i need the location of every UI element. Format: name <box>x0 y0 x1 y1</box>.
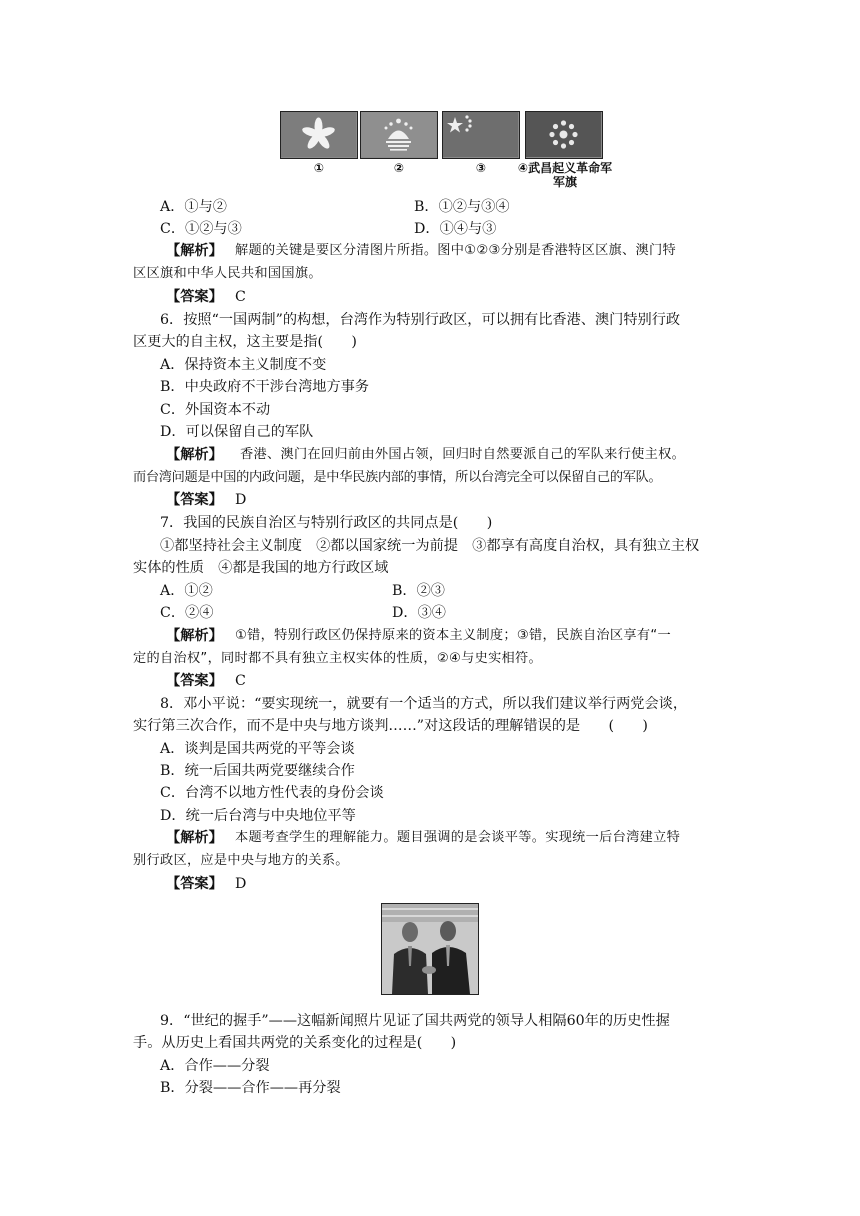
q7-option-b: B．②③ <box>392 583 445 599</box>
q9-option-b: B．分裂——合作——再分裂 <box>160 1080 341 1096</box>
analysis-tag: 【解析】 <box>166 628 223 644</box>
analysis-tag: 【解析】 <box>166 830 223 846</box>
q6-option-d: D．可以保留自己的军队 <box>160 424 314 440</box>
q9-stem: 9．“世纪的握手”——这幅新闻照片见证了国共两党的领导人相隔60年的历史性握 <box>160 1013 670 1029</box>
q5-answer: C <box>235 289 246 305</box>
q5-option-d: D．①④与③ <box>414 221 497 237</box>
analysis-tag: 【解析】 <box>166 243 223 259</box>
q8-analysis-text: 本题考查学生的理解能力。题目强调的是会谈平等。实现统一后台湾建立特 <box>235 830 681 845</box>
answer-tag: 【答案】 <box>166 289 223 305</box>
answer-tag: 【答案】 <box>166 876 223 892</box>
q8-analysis-text-2: 别行政区，应是中央与地方的关系。 <box>133 853 349 868</box>
q6-option-b: B．中央政府不干涉台湾地方事务 <box>160 379 370 395</box>
answer-tag: 【答案】 <box>166 673 223 689</box>
handshake-photo <box>381 903 479 995</box>
q7-items: ①都坚持社会主义制度 ②都以国家统一为前提 ③都享有高度自治权，具有独立主权 <box>160 538 700 554</box>
q7-stem: 7．我国的民族自治区与特别行政区的共同点是( ) <box>160 515 493 531</box>
q6-analysis-text: 香港、澳门在回归前由外国占领，回归时自然要派自己的军队来行使主权。 <box>240 447 686 462</box>
flag-caption-4: ④武昌起义革命军 军旗 <box>517 161 613 189</box>
q6-stem: 6．按照“一国两制”的构想，台湾作为特别行政区，可以拥有比香港、澳门特别行政 <box>160 312 681 328</box>
q5-option-b: B．①②与③④ <box>414 199 510 215</box>
q5-analysis-text: 解题的关键是要区分清图片所指。图中①②③分别是香港特区区旗、澳门特 <box>235 243 676 258</box>
q5-option-a: A．①与② <box>160 199 227 215</box>
q5-option-c: C．①②与③ <box>160 221 242 237</box>
flag-caption-2: ② <box>393 161 405 175</box>
macao-flag-icon <box>360 111 438 159</box>
q6-analysis-text-2: 而台湾问题是中国的内政问题，是中华民族内部的事情，所以台湾完全可以保留自己的军队。 <box>133 470 662 485</box>
q6-option-a: A．保持资本主义制度不变 <box>160 357 327 373</box>
flag-caption-3: ③ <box>475 161 487 175</box>
q7-option-c: C．②④ <box>160 605 214 621</box>
q6-answer: D <box>235 492 247 508</box>
q6-option-c: C．外国资本不动 <box>160 402 271 418</box>
q7-analysis-text: ①错，特别行政区仍保持原来的资本主义制度；③错，民族自治区享有“一 <box>235 628 671 643</box>
q5-analysis-text-2: 区区旗和中华人民共和国国旗。 <box>133 266 322 281</box>
q9-option-a: A．合作——分裂 <box>160 1058 270 1074</box>
q8-option-a: A．谈判是国共两党的平等会谈 <box>160 741 355 757</box>
q8-stem-2: 实行第三次合作，而不是中央与地方谈判……”对这段话的理解错误的是 ( ) <box>133 718 648 734</box>
q7-option-a: A．①② <box>160 583 213 599</box>
flag-figure <box>280 111 620 191</box>
q7-option-d: D．③④ <box>392 605 446 621</box>
q7-analysis-text-2: 定的自治权”，同时都不具有独立主权实体的性质，②④与史实相符。 <box>133 651 543 666</box>
handshake-photo-icon <box>382 904 478 994</box>
q9-stem-2: 手。从历史上看国共两党的关系变化的过程是( ) <box>133 1035 457 1051</box>
hong-kong-flag-icon <box>280 111 358 159</box>
answer-tag: 【答案】 <box>166 492 223 508</box>
q8-stem: 8．邓小平说：“要实现统一，就要有一个适当的方式，所以我们建议举行两党会谈， <box>160 696 688 712</box>
q8-option-d: D．统一后台湾与中央地位平等 <box>160 808 356 824</box>
prc-flag-icon <box>442 111 520 159</box>
flag-caption-1: ① <box>313 161 325 175</box>
q7-answer: C <box>235 673 246 689</box>
q6-stem-2: 区更大的自主权，这主要是指( ) <box>133 334 357 350</box>
analysis-tag: 【解析】 <box>166 447 223 463</box>
q8-option-b: B．统一后国共两党要继续合作 <box>160 763 355 779</box>
q8-option-c: C．台湾不以地方性代表的身份会谈 <box>160 785 384 801</box>
q8-answer: D <box>235 876 247 892</box>
q7-items-2: 实体的性质 ④都是我国的地方行政区域 <box>133 560 389 576</box>
wuchang-uprising-flag-icon <box>525 111 603 159</box>
